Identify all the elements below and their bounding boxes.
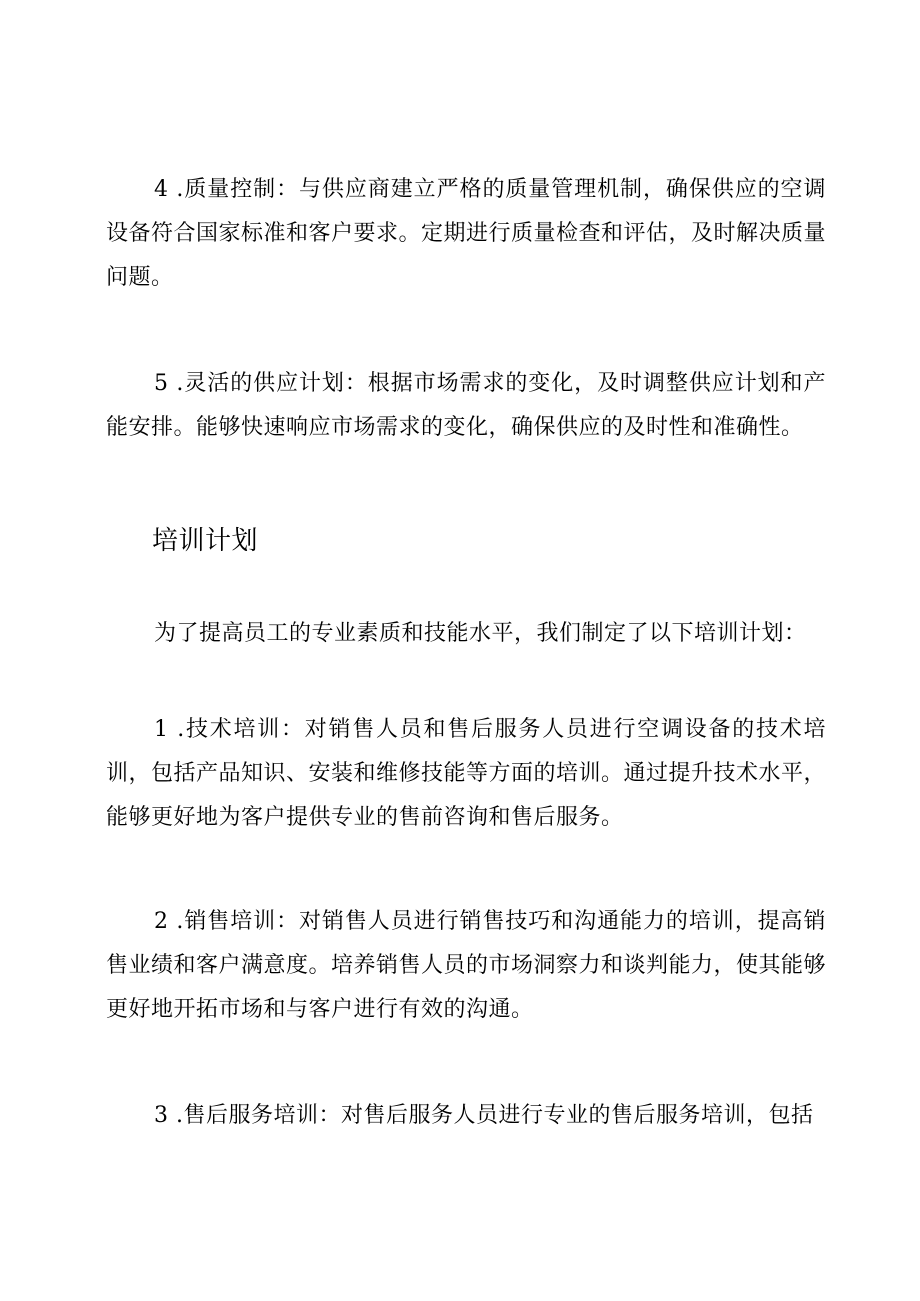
paragraph-sales-training: 2 .销售培训：对销售人员进行销售技巧和沟通能力的培训，提高销售业绩和客户满意度。培养销售人员的市场洞察力和谈判能力，使其能够更好地开拓市场和与客户进行有效的沟通。	[106, 909, 827, 1022]
section-heading-training-plan: 培训计划	[152, 526, 259, 556]
paragraph-training-intro: 为了提高员工的专业素质和技能水平，我们制定了以下培训计划：	[154, 621, 807, 646]
paragraph-technical-training: 1 .技术培训：对销售人员和售后服务人员进行空调设备的技术培训，包括产品知识、安装和维修技能等方面的培训。通过提升技术水平，能够更好地为客户提供专业的售前咨询和售后服务。	[106, 717, 827, 830]
paragraph-flexible-supply-plan: 5 .灵活的供应计划：根据市场需求的变化，及时调整供应计划和产能安排。能够快速响应市场需求的变化，确保供应的及时性和准确性。	[106, 371, 826, 440]
paragraph-quality-control: 4 .质量控制：与供应商建立严格的质量管理机制，确保供应的空调设备符合国家标准和客户要求。定期进行质量检查和评估，及时解决质量问题。	[106, 177, 827, 290]
paragraph-after-sales-training: 3 .售后服务培训：对售后服务人员进行专业的售后服务培训，包括	[154, 1103, 814, 1128]
